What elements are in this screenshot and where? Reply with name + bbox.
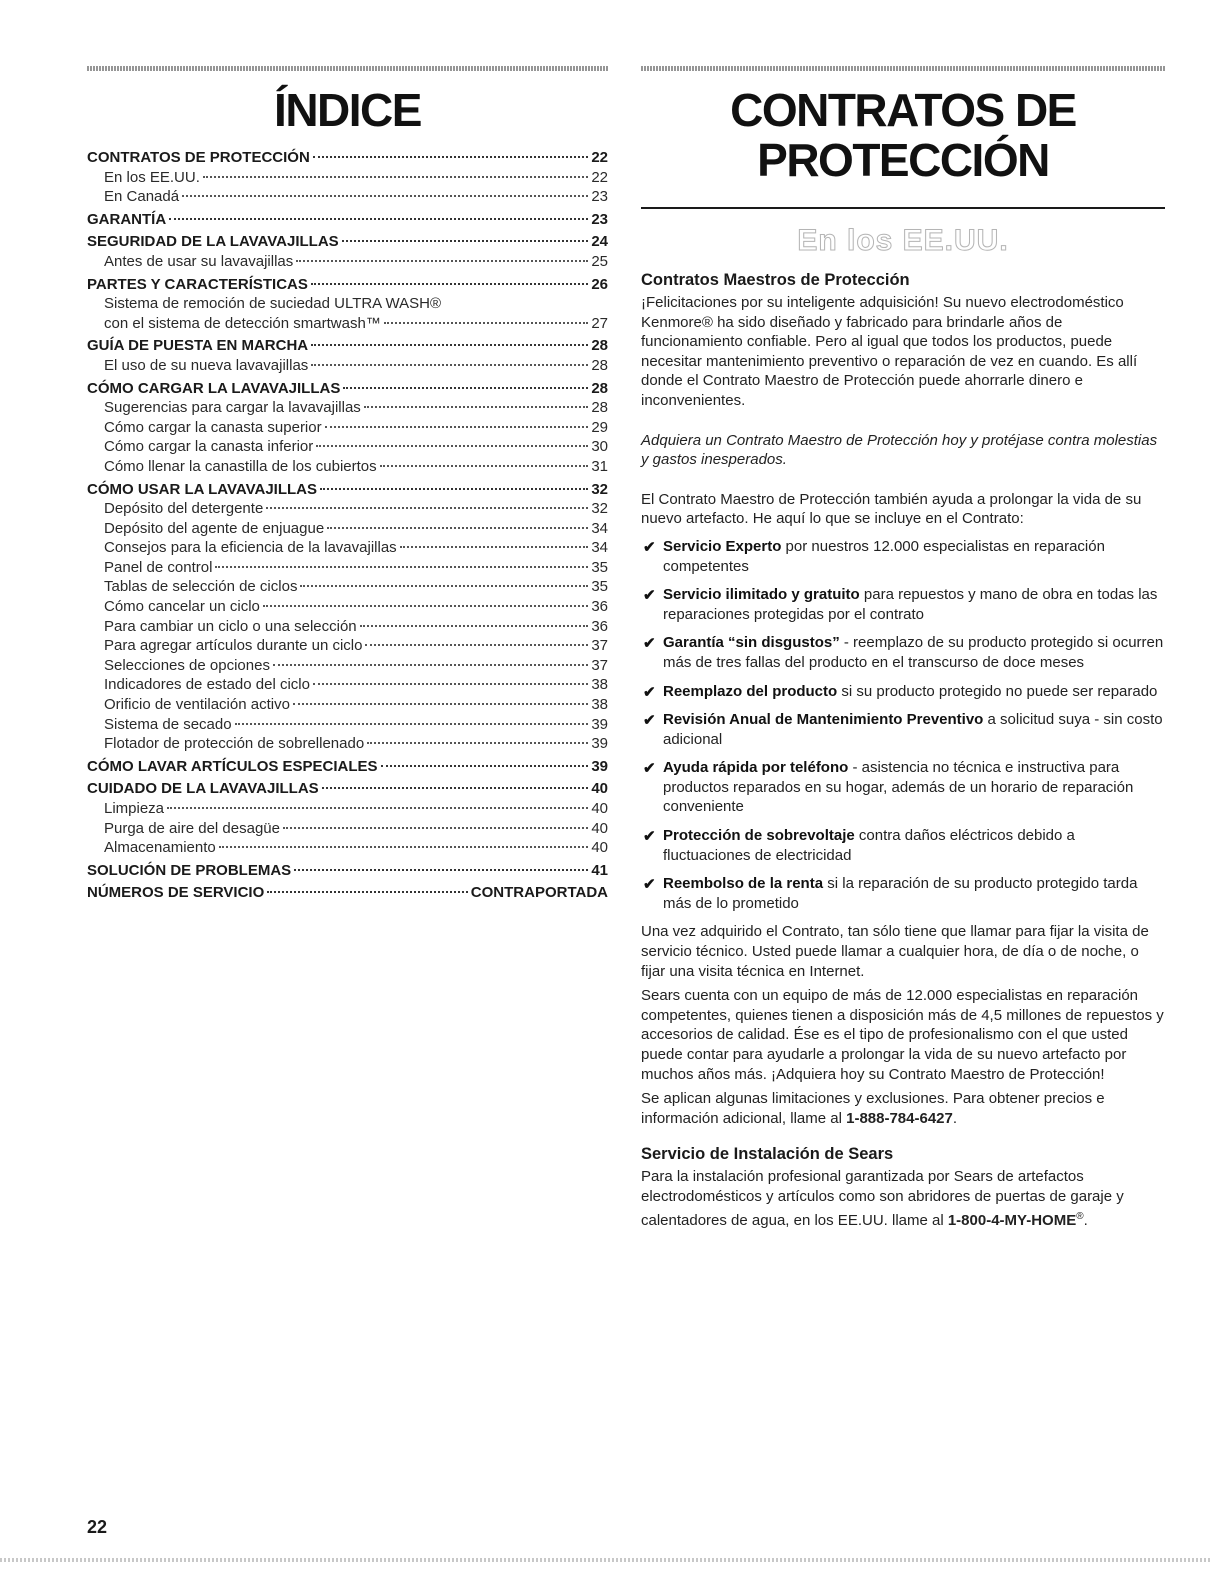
toc-leader — [400, 545, 589, 548]
checkmark-icon: ✔ — [643, 760, 656, 778]
toc-label: Almacenamiento — [104, 839, 216, 857]
benefit-title: Protección de sobrevoltaje — [663, 827, 855, 845]
checkmark-icon: ✔ — [643, 683, 656, 701]
toc-leader — [381, 764, 589, 767]
toc-label: Para cambiar un ciclo o una selección — [104, 617, 357, 635]
toc-leader — [169, 217, 588, 220]
benefit-text: si su producto protegido no puede ser reparado — [837, 682, 1158, 700]
toc-label: CÓMO CARGAR LA LAVAVAJILLAS — [87, 379, 341, 397]
toc-page: 40 — [591, 780, 608, 798]
toc-label: Flotador de protección de sobrellenado — [104, 735, 365, 753]
installation-end: . — [1083, 1211, 1088, 1229]
section-title-line1: CONTRATOS DE — [730, 84, 1076, 136]
toc-label: Indicadores de estado del ciclo — [104, 676, 310, 694]
toc-label: Panel de control — [104, 558, 213, 576]
toc-leader — [219, 845, 589, 848]
toc-page: 34 — [591, 539, 608, 557]
toc-label: Selecciones de opciones — [104, 656, 270, 674]
toc-page: 29 — [591, 418, 608, 436]
installation-paragraph — [641, 1167, 1165, 1230]
toc-page: 22 — [591, 168, 608, 186]
toc-leader — [384, 321, 589, 324]
toc-page: 39 — [591, 757, 608, 775]
toc-page: 40 — [591, 839, 608, 857]
toc-subsection — [87, 577, 608, 597]
toc-leader — [313, 155, 589, 158]
toc-page: 28 — [591, 399, 608, 417]
toc-subsection — [87, 252, 608, 272]
toc-leader — [342, 239, 589, 242]
installation-text: Para la instalación profesional garantizada por Sears de artefactos electrodomésticos y artículos como son abridores de puertas de garaje y calentadores de agua, en los EE.UU. llame al — [641, 1168, 1124, 1229]
toc-subsection — [87, 838, 608, 858]
toc-page: 23 — [591, 210, 608, 228]
toc-page: 28 — [591, 356, 608, 374]
toc-page: 40 — [591, 819, 608, 837]
toc-leader — [182, 194, 588, 197]
phone-number: 1-888-784-6427 — [846, 1109, 953, 1127]
toc-leader — [296, 259, 588, 262]
master-contracts-heading: Contratos Maestros de Protección — [641, 271, 910, 289]
toc-subsection — [87, 457, 608, 477]
toc-leader — [283, 826, 588, 829]
benefit-item — [641, 585, 1165, 624]
toc-page: 27 — [591, 314, 608, 332]
toc-page: 26 — [591, 275, 608, 293]
bottom-rule — [0, 1558, 1211, 1562]
toc-page: 41 — [591, 861, 608, 879]
toc-page: 34 — [591, 519, 608, 537]
benefit-item — [641, 758, 1165, 817]
toc-label: Antes de usar su lavavajillas — [104, 252, 294, 270]
toc-label: CÓMO USAR LA LAVAVAJILLAS — [87, 480, 317, 498]
toc-subsection — [87, 538, 608, 558]
toc-label: GARANTÍA — [87, 210, 167, 228]
benefit-title: Revisión Anual de Mantenimiento Preventivo — [663, 711, 984, 729]
after-paragraph-2: Sears cuenta con un equipo de más de 12.000 especialistas en reparación competentes, quienes tienen a disposición más de 4,5 millones de repuestos y accesorios de calidad. Ése es el tipo de profesionalismo con el que usted puede contar para ayudarle a prolongar la vida de su nuevo artefacto por muchos años más. ¡Adquiera hoy su Contrato Maestro de Protección! — [641, 987, 1164, 1083]
toc-leader — [293, 702, 588, 705]
toc-subsection — [87, 597, 608, 617]
installation-phone: 1-800-4-MY-HOME — [947, 1211, 1077, 1229]
checkmark-icon: ✔ — [643, 712, 656, 730]
toc-section — [87, 336, 608, 356]
toc-label: Cómo cancelar un ciclo — [104, 598, 260, 616]
toc-label: Sugerencias para cargar la lavavajillas — [104, 399, 361, 417]
toc-label: Para agregar artículos durante un ciclo — [104, 637, 363, 655]
toc-leader — [380, 464, 589, 467]
benefit-item — [641, 682, 1165, 702]
toc-subsection — [87, 437, 608, 457]
page-title-indice: ÍNDICE — [274, 84, 421, 136]
toc-label: Sistema de secado — [104, 715, 232, 733]
after-paragraph-3 — [641, 1089, 1165, 1128]
after-paragraph-1: Una vez adquirido el Contrato, tan sólo tiene que llamar para fijar la visita de servicio técnico. Usted puede llamar a cualquier hora, de día o de noche, o fijar una visita técnica en Internet. — [641, 923, 1149, 980]
toc-subsection — [87, 799, 608, 819]
benefit-text: a solicitud suya - sin costo adicional — [663, 711, 1163, 748]
toc-leader — [364, 405, 589, 408]
toc-column — [87, 66, 608, 903]
toc-leader — [365, 643, 588, 646]
benefit-title: Garantía “sin disgustos” — [663, 634, 840, 652]
toc-subsection — [87, 418, 608, 438]
limits-end: . — [952, 1109, 958, 1127]
toc-label: SEGURIDAD DE LA LAVAVAJILLAS — [87, 233, 339, 251]
toc-subsection — [87, 519, 608, 539]
toc-page: 40 — [591, 800, 608, 817]
toc-label: Cómo cargar la canasta inferior — [104, 438, 314, 456]
checkmark-icon: ✔ — [643, 876, 656, 894]
benefit-title: Reembolso de la renta — [663, 875, 824, 893]
benefit-title: Servicio ilimitado y gratuito — [663, 586, 860, 604]
toc-section — [87, 275, 608, 295]
toc-label: En Canadá — [104, 188, 180, 206]
checkmark-icon: ✔ — [643, 635, 656, 653]
toc-page: 37 — [591, 656, 608, 674]
toc-page: 37 — [591, 637, 608, 655]
toc-leader — [263, 604, 588, 607]
toc-page: 39 — [591, 735, 608, 753]
toc-label: SOLUCIÓN DE PROBLEMAS — [87, 861, 292, 879]
toc-page: 24 — [591, 233, 608, 251]
benefits-list — [641, 537, 1165, 914]
toc-leader — [266, 506, 588, 509]
top-rule-right — [641, 66, 1165, 71]
toc-section — [87, 232, 608, 252]
toc-subsection — [87, 819, 608, 839]
checkmark-icon: ✔ — [643, 538, 656, 556]
toc-subsection — [87, 675, 608, 695]
toc-subsection — [87, 398, 608, 418]
toc-section — [87, 861, 608, 881]
toc-leader — [320, 487, 588, 490]
toc-page: 31 — [591, 457, 608, 475]
toc-page: CONTRAPORTADA — [470, 884, 608, 902]
benefit-item — [641, 633, 1165, 672]
toc-label: Depósito del agente de enjuague — [104, 519, 325, 537]
toc-label: PARTES Y CARACTERÍSTICAS — [87, 275, 308, 293]
checkmark-icon: ✔ — [643, 587, 656, 605]
toc-label: CÓMO LAVAR ARTÍCULOS ESPECIALES — [87, 757, 378, 775]
subheading-usa: En los EE.UU. — [797, 224, 1009, 257]
toc-page: 32 — [591, 500, 608, 518]
toc-leader — [167, 806, 588, 809]
benefit-text: contra daños eléctricos debido a fluctuaciones de electricidad — [663, 827, 1075, 864]
toc-subsection — [87, 356, 608, 376]
toc-label: con el sistema de detección smartwash™ — [104, 314, 381, 332]
toc-page: 30 — [591, 438, 608, 456]
toc-page: 28 — [591, 337, 608, 355]
toc-label: Sistema de remoción de suciedad ULTRA WASH® — [104, 295, 442, 313]
toc-subsection — [87, 187, 608, 207]
toc-subsection — [87, 715, 608, 735]
toc-leader — [325, 425, 589, 428]
italic-callout: Adquiera un Contrato Maestro de Protección hoy y protéjase contra molestias y gastos inesperados. — [641, 431, 1158, 469]
toc-leader — [327, 526, 588, 529]
checkmark-icon: ✔ — [643, 828, 656, 846]
toc-subsection — [87, 294, 608, 314]
top-rule-left — [87, 66, 608, 71]
toc-subsection — [87, 168, 608, 188]
protection-column — [641, 66, 1165, 1230]
toc-leader — [311, 343, 588, 346]
toc-page: 28 — [591, 379, 608, 397]
toc-label: Cómo cargar la canasta superior — [104, 418, 322, 436]
toc-leader — [343, 386, 588, 389]
toc-leader — [203, 175, 588, 178]
benefit-text: para repuestos y mano de obra en todas las reparaciones protegidas por el contrato — [663, 586, 1158, 623]
toc-leader — [267, 890, 468, 893]
toc-section — [87, 148, 608, 168]
toc-label: NÚMEROS DE SERVICIO — [87, 884, 265, 902]
toc-label: CUIDADO DE LA LAVAVAJILLAS — [87, 780, 319, 798]
toc-leader — [294, 868, 588, 871]
toc-leader — [316, 444, 588, 447]
toc-section — [87, 883, 608, 903]
benefit-text: - asistencia no técnica e instructiva para productos reparados en su hogar, además de un horario de reparación conveniente — [663, 759, 1134, 816]
benefit-text: por nuestros 12.000 especialistas en reparación competentes — [663, 537, 1105, 575]
title-underline — [641, 207, 1165, 209]
installation-phone-mark: ® — [1076, 1210, 1084, 1222]
toc-label: En los EE.UU. — [104, 168, 200, 186]
toc-leader — [360, 624, 589, 627]
toc-section — [87, 210, 608, 230]
toc-leader — [311, 363, 588, 366]
section-title-line2: PROTECCIÓN — [757, 134, 1049, 186]
toc-subsection — [87, 314, 608, 334]
toc-leader — [273, 663, 588, 666]
benefit-item — [641, 874, 1165, 913]
benefit-title: Servicio Experto — [663, 537, 782, 555]
toc-page: 22 — [591, 149, 608, 166]
toc-subsection — [87, 636, 608, 656]
toc-label: El uso de su nueva lavavajillas — [104, 356, 309, 374]
table-of-contents — [87, 148, 608, 903]
toc-subsection — [87, 695, 608, 715]
toc-subsection — [87, 499, 608, 519]
toc-page: 32 — [591, 480, 608, 498]
toc-label: Consejos para la eficiencia de la lavavajillas — [104, 539, 397, 557]
toc-leader — [322, 786, 589, 789]
benefit-title: Ayuda rápida por teléfono — [663, 759, 849, 777]
toc-label: Purga de aire del desagüe — [104, 819, 280, 837]
toc-subsection — [87, 734, 608, 754]
page-number: 22 — [87, 1517, 108, 1537]
toc-label: Cómo llenar la canastilla de los cubiertos — [104, 457, 377, 475]
toc-section — [87, 379, 608, 399]
toc-page: 35 — [591, 558, 608, 576]
toc-subsection — [87, 656, 608, 676]
toc-leader — [300, 584, 588, 587]
toc-leader — [313, 682, 588, 685]
benefit-item — [641, 537, 1165, 576]
toc-leader — [311, 282, 588, 285]
installation-heading: Servicio de Instalación de Sears — [641, 1145, 894, 1164]
toc-page: 36 — [591, 598, 608, 616]
toc-label: Orificio de ventilación activo — [104, 696, 290, 714]
toc-section — [87, 480, 608, 500]
limits-text: Se aplican algunas limitaciones y exclusiones. Para obtener precios e información adicional, llame al — [641, 1090, 1105, 1127]
toc-label: GUÍA DE PUESTA EN MARCHA — [87, 337, 309, 355]
toc-page: 25 — [591, 252, 608, 270]
toc-page: 36 — [591, 617, 608, 635]
benefit-text: si la reparación de su producto protegido tarda más de lo prometido — [663, 875, 1138, 912]
toc-page: 38 — [591, 676, 608, 694]
toc-label: Depósito del detergente — [104, 500, 264, 518]
toc-leader — [235, 722, 589, 725]
toc-leader — [215, 565, 588, 568]
toc-section — [87, 779, 608, 799]
toc-leader — [367, 741, 588, 744]
benefit-item — [641, 826, 1165, 865]
toc-subsection — [87, 617, 608, 637]
toc-page: 39 — [591, 715, 608, 733]
intro-paragraph: ¡Felicitaciones por su inteligente adquisición! Su nuevo electrodoméstico Kenmore® ha sido diseñado y fabricado para brindarle años de funcionamiento confiable. Pero al igual que todos los productos, puede necesitar mantenimiento preventivo o reparación de vez en cuando. Es allí donde el Contrato Maestro de Protección puede ahorrarle dinero e inconvenientes. — [641, 294, 1138, 409]
benefit-title: Reemplazo del producto — [663, 682, 838, 700]
toc-label: CONTRATOS DE PROTECCIÓN — [87, 149, 310, 166]
toc-page: 23 — [591, 188, 608, 206]
toc-section — [87, 757, 608, 777]
benefit-text: - reemplazo de su producto protegido si ocurren más de tres fallas del producto en el transcurso de doce meses — [663, 634, 1164, 671]
section-title — [641, 85, 1165, 185]
toc-label: Tablas de selección de ciclos — [104, 578, 298, 596]
toc-label: Limpieza — [104, 800, 165, 817]
lead-paragraph: El Contrato Maestro de Protección también ayuda a prolongar la vida de su nuevo artefacto. He aquí lo que se incluye en el Contrato: — [641, 490, 1142, 528]
toc-page: 38 — [591, 696, 608, 714]
toc-page: 35 — [591, 578, 608, 596]
toc-subsection — [87, 558, 608, 578]
benefit-item — [641, 710, 1165, 749]
